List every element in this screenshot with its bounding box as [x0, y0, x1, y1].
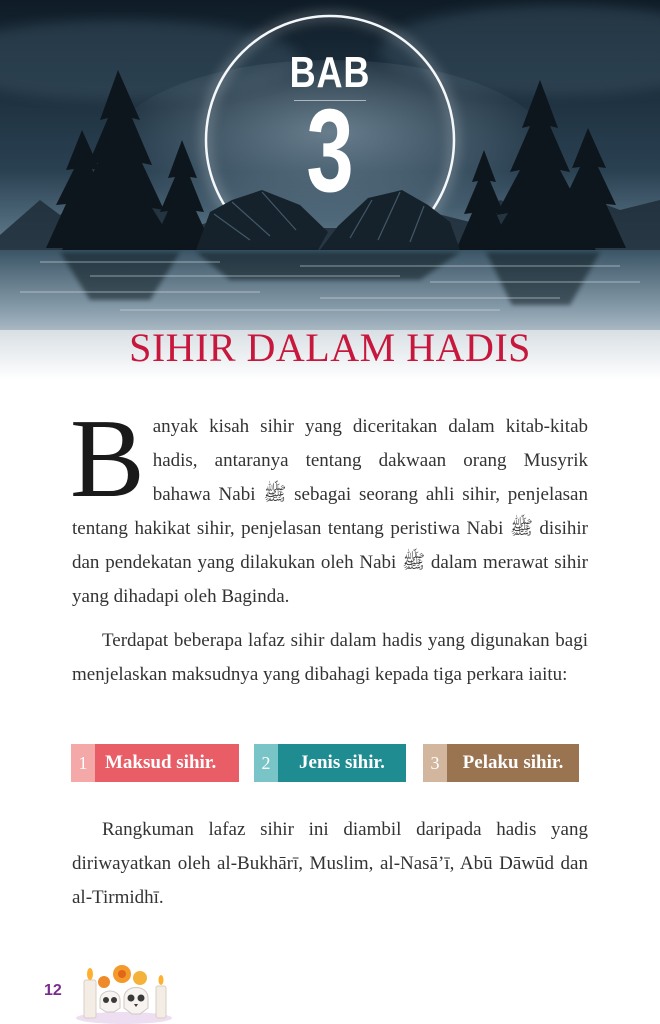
category-tag-1: [71, 744, 239, 782]
chapter-number: 3: [306, 85, 354, 217]
skull-and-candle-illustration: [74, 960, 174, 1024]
source-paragraph: Rangkuman lafaz sihir ini diambil daripada hadis yang diriwayatkan oleh al-Bukhārī, Muslim, al-Nasā’ī, Abū Dāwūd dan al-Tirmidhī.: [72, 819, 588, 908]
drop-cap: B: [70, 397, 145, 521]
page-number: 12: [44, 982, 62, 999]
category-tag-3: [423, 744, 579, 782]
category-tag-number: 1: [71, 744, 95, 782]
categories-intro-paragraph: Terdapat beberapa lafaz sihir dalam hadis yang digunakan bagi menjelaskan maksudnya yang dibahagi kepada tiga perkara iaitu:: [72, 630, 588, 685]
category-tag-2: [254, 744, 406, 782]
intro-paragraph: [70, 397, 588, 614]
chapter-label: BAB: [289, 48, 371, 97]
intro-paragraph-text: anyak kisah sihir yang diceritakan dalam kitab-kitab hadis, antaranya tentang dakwaan orang Musyrik bahawa Nabi ﷺ sebagai seorang ahli sihir, penjelasan tentang hakikat sihir, penjelasan tentang peristiwa Nabi ﷺ disihir dan pendekatan yang dilakukan oleh Nabi ﷺ dalam merawat sihir yang dihadapi oleh Baginda.: [72, 416, 588, 607]
category-tag-label: Maksud sihir.: [95, 744, 239, 782]
category-tag-number: 2: [254, 744, 278, 782]
category-tag-number: 3: [423, 744, 447, 782]
category-tag-label: Jenis sihir.: [278, 744, 406, 782]
chapter-title: SIHIR DALAM HADIS: [129, 325, 531, 370]
chapter-header: [0, 0, 660, 380]
category-tag-label: Pelaku sihir.: [447, 744, 579, 782]
